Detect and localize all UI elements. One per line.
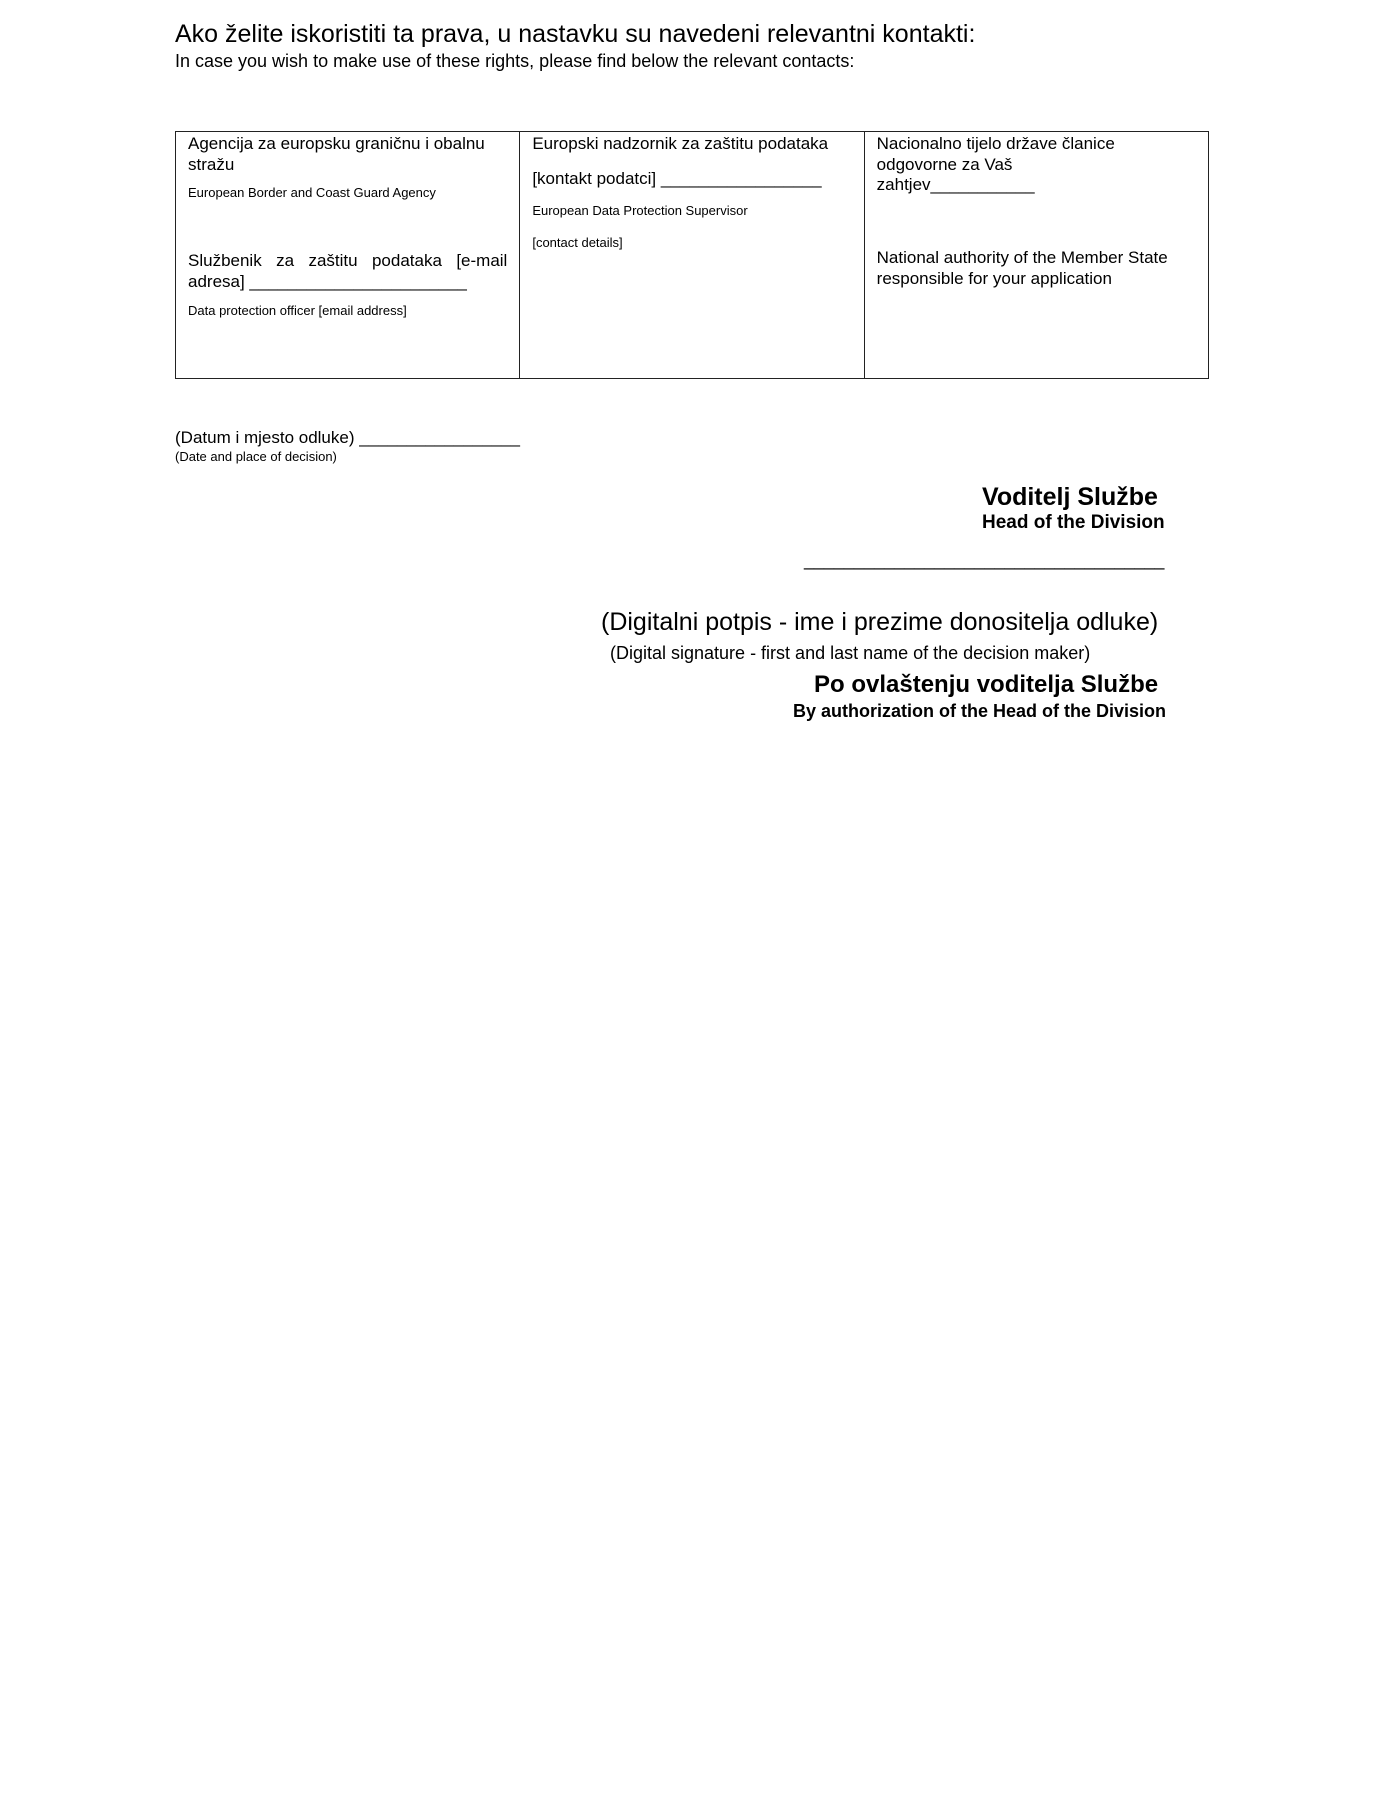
agency-name-en: European Border and Coast Guard Agency (188, 185, 436, 201)
edps-contact-en: [contact details] (532, 235, 623, 251)
contact-cell-agency (176, 132, 520, 378)
digital-signature-hr: (Digitalni potpis - ime i prezime donositelja odluke) (601, 608, 1159, 636)
dpo-hr: Službenik za zaštitu podataka [e-mail adresa] _______________________ (188, 251, 508, 292)
national-name-hr: Nacionalno tijelo države članice odgovorne za Vaš zahtjev___________ (876, 134, 1115, 195)
page-subtitle: In case you wish to make use of these rights, please find below the relevant contacts: (175, 51, 855, 71)
national-name-en: National authority of the Member State responsible for your application (876, 248, 1168, 288)
contacts-table (175, 131, 1209, 379)
page-title: Ako želite iskoristiti ta prava, u nastavku su navedeni relevantni kontakti: (175, 20, 976, 48)
dpo-en: Data protection officer [email address] (188, 302, 407, 318)
signature-line: ____________________________________ (804, 550, 1165, 570)
digital-signature-en: (Digital signature - first and last name of the decision maker) (610, 643, 1091, 663)
authorization-en: By authorization of the Head of the Division (793, 701, 1167, 721)
role-en: Head of the Division (982, 512, 1165, 533)
contact-cell-edps (520, 132, 864, 378)
edps-contact-hr: [kontakt podatci] _________________ (532, 168, 822, 188)
authorization-hr: Po ovlaštenju voditelja Službe (814, 671, 1159, 698)
edps-name-hr: Europski nadzornik za zaštitu podataka (532, 134, 829, 153)
agency-name-hr: Agencija za europsku graničnu i obalnu stražu (188, 134, 485, 174)
date-place-label-en: (Date and place of decision) (175, 449, 337, 464)
edps-name-en: European Data Protection Supervisor (532, 203, 748, 219)
role-hr: Voditelj Službe (982, 483, 1158, 511)
date-place-field: (Datum i mjesto odluke) _________________ (175, 428, 520, 447)
contact-cell-national (865, 132, 1208, 378)
